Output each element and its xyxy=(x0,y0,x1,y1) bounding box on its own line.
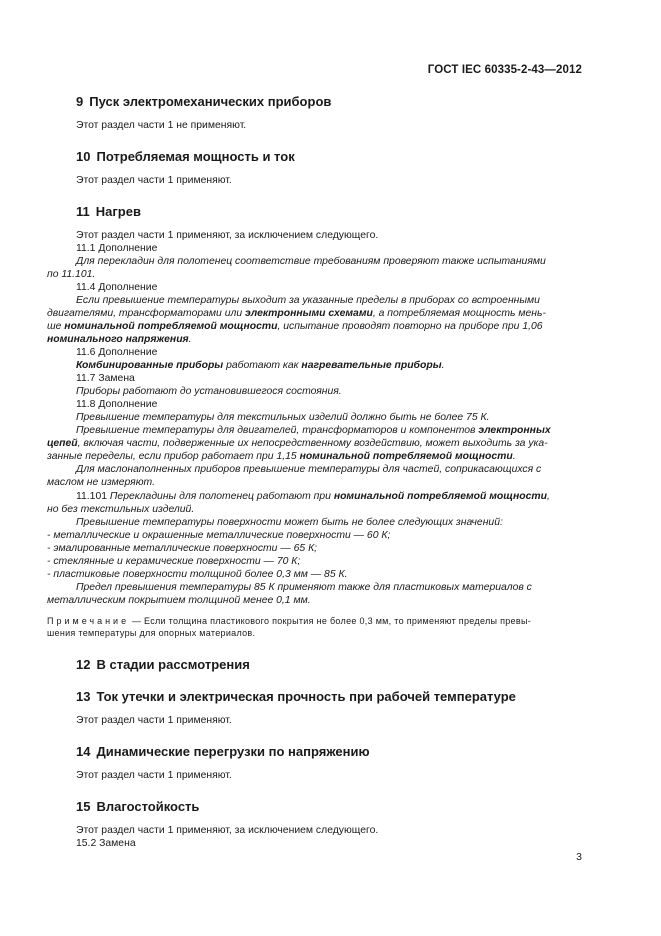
section-11-intro: Этот раздел части 1 применяют, за исключением следующего. xyxy=(76,230,379,241)
clause-11-101-text: 11.101 Перекладины для полотенец работают при номинальной потребляемой мощности, но без текстильных изделий. xyxy=(47,491,550,515)
clause-11-1-text: Для перекладин для полотенец соответствие требованиям проверяют также испытаниями по 11.101. xyxy=(47,256,546,280)
list-item: - пластиковые поверхности толщиной более 0,3 мм — 85 К. xyxy=(47,569,348,580)
section-13-heading: 13 Ток утечки и электрическая прочность при рабочей температуре xyxy=(76,689,516,704)
list-item: - металлические и окрашенные металлические поверхности — 60 К; xyxy=(47,530,391,541)
list-item: - стеклянные и керамические поверхности — 70 К; xyxy=(47,556,301,567)
clause-11-1-heading: 11.1 Дополнение xyxy=(76,243,158,254)
section-11-heading: 11 Нагрев xyxy=(76,204,141,219)
section-15-heading: 15 Влагостойкость xyxy=(76,799,200,814)
section-14-heading: 14 Динамические перегрузки по напряжению xyxy=(76,744,370,759)
section-15-text: Этот раздел части 1 применяют, за исключением следующего. xyxy=(76,825,379,836)
clause-11-6-heading: 11.6 Дополнение xyxy=(76,347,158,358)
clause-11-8-para-2: Превышение температуры для двигателей, трансформаторов и компонентов электронных цепей, включая части, подверженные их непосредственному воздействию, может выходить за ука- занные переделы, если прибор работает при 1,15 номинальной потребляемой мощности. xyxy=(47,425,551,462)
note-label: Примечание xyxy=(47,616,130,626)
page-content xyxy=(47,94,582,850)
clause-11-7-text: Приборы работают до установившегося состояния. xyxy=(76,386,342,397)
clause-11-101-para-3: Предел превышения температуры 85 К применяют также для пластиковых материалов с металлическим покрытием толщиной менее 0,1 мм. xyxy=(47,582,532,606)
clause-15-2-heading: 15.2 Замена xyxy=(76,838,136,849)
section-11-body xyxy=(47,229,582,639)
note: Примечание — Если толщина пластикового покрытия не более 0,3 мм, то применяют пределы превы- шения температуры для опорных материалов. xyxy=(47,616,532,638)
clause-11-8-para-3: Для маслонаполненных приборов превышение температуры для частей, соприкасающихся с маслом не измеряют. xyxy=(47,464,542,488)
clause-11-8-heading: 11.8 Дополнение xyxy=(76,399,158,410)
clause-11-4-heading: 11.4 Дополнение xyxy=(76,282,158,293)
section-12-heading: 12 В стадии рассмотрения xyxy=(76,657,250,672)
clause-11-101-para-2: Превышение температуры поверхности может быть не более следующих значений: xyxy=(76,517,503,528)
section-9-heading: 9 Пуск электромеханических приборов xyxy=(76,94,332,109)
page-number: 3 xyxy=(576,851,582,863)
section-14-text: Этот раздел части 1 применяют. xyxy=(76,770,232,781)
section-10-text: Этот раздел части 1 применяют. xyxy=(76,175,232,186)
temperature-limits-list xyxy=(47,529,582,581)
section-9-text: Этот раздел части 1 не применяют. xyxy=(76,120,247,131)
standard-designation: ГОСТ IEC 60335-2-43—2012 xyxy=(427,64,582,76)
clause-11-8-para-1: Превышение температуры для текстильных изделий должно быть не более 75 К. xyxy=(76,412,490,423)
list-item: - эмалированные металлические поверхности — 65 К; xyxy=(47,543,318,554)
clause-11-7-heading: 11.7 Замена xyxy=(76,373,135,384)
section-13-text: Этот раздел части 1 применяют. xyxy=(76,715,232,726)
section-10-heading: 10 Потребляемая мощность и ток xyxy=(76,149,295,164)
clause-11-4-text: Если превышение температуры выходит за указанные пределы в приборах со встроенными двигателями, трансформаторами или электронными схемами, а потребляемая мощность мень- ше номинальной потребляемой мощности, испытание проводят повторно на приборе при 1,06 номинального напряжения. xyxy=(47,295,546,345)
clause-11-6-text: Комбинированные приборы работают как нагревательные приборы. xyxy=(76,360,445,371)
